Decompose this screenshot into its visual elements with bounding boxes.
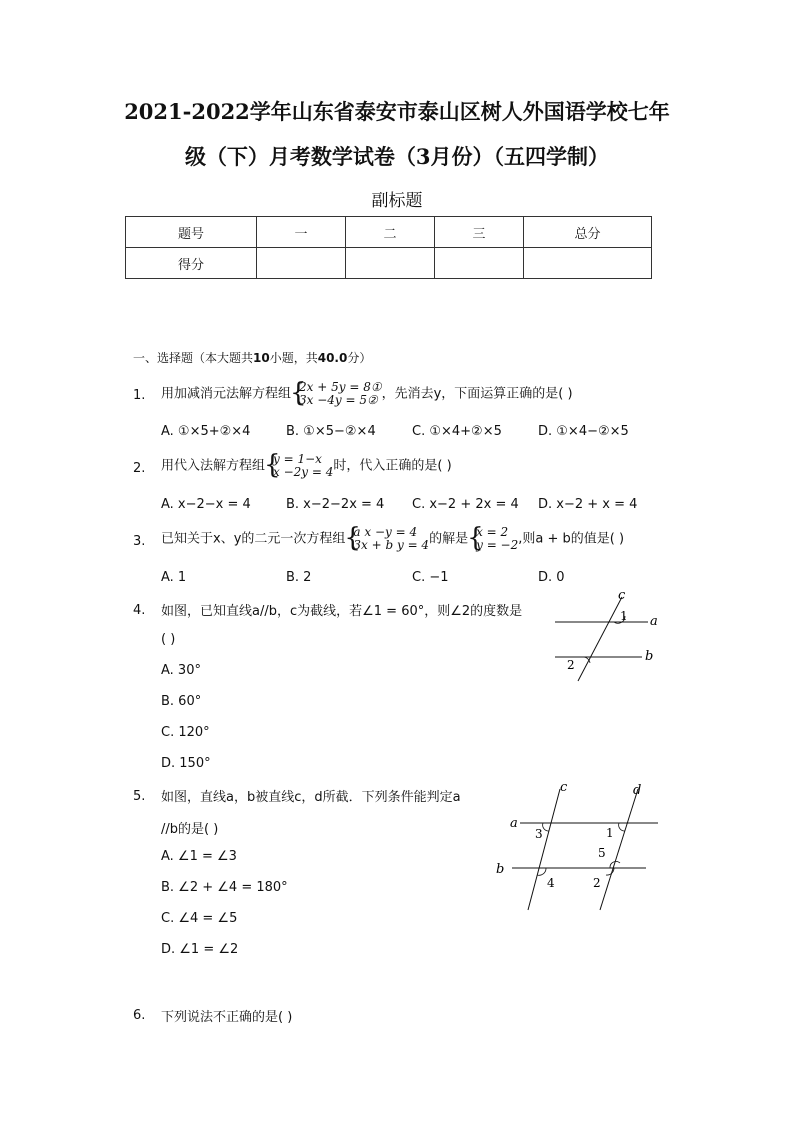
score-table [125,216,652,279]
line-c [528,789,560,910]
question-4-stem-cont: ( ) [161,632,176,647]
option-d[interactable]: D. 0 [538,570,565,585]
line-d [600,789,638,910]
score-cell: 二 [346,217,435,248]
question-number: 2. [133,461,146,476]
question-4-figure [550,585,670,690]
score-input-cell[interactable] [435,248,524,279]
question-number: 3. [133,534,146,549]
angle-arc [543,823,549,831]
angle-arc [583,657,590,663]
score-cell: 题号 [126,217,257,248]
label-3: 3 [535,827,543,841]
option-d[interactable]: D. ①×4−②×5 [538,424,629,439]
question-text: 时，代入正确的是( ) [333,458,452,474]
equation-system [291,381,382,407]
score-input-cell[interactable] [257,248,346,279]
score-table-header-row [126,217,652,248]
option-c[interactable]: C. ①×4+②×5 [412,424,502,439]
equation: { y = 1−x [273,452,322,466]
option-b[interactable]: B. ∠2 + ∠4 = 180° [161,880,288,895]
question-2-stem [161,453,452,479]
question-text: ,则a + b的值是( ) [518,531,625,547]
score-input-cell[interactable] [524,248,652,279]
option-c[interactable]: C. x−2 + 2x = 4 [412,497,519,512]
section-mid: 小题，共 [269,351,318,365]
option-d[interactable]: D. 150° [161,756,211,771]
question-number: 5. [133,789,146,804]
equation: { a x −y = 4 [353,525,418,539]
score-cell: 一 [257,217,346,248]
label-d: d [633,783,642,798]
label-c: c [618,588,626,603]
question-3-stem [161,526,624,552]
label-a: a [510,816,518,831]
question-text: ，先消去y，下面运算正确的是( ) [381,386,573,402]
line-c [578,597,622,681]
label-a: a [650,614,658,629]
exam-title-line2: 级（下）月考数学试卷（3月份）（五四学制） [184,144,610,169]
label-2: 2 [593,876,601,890]
section-prefix: 一、选择题（本大题共 [133,351,254,365]
question-number: 6. [133,1008,146,1023]
score-cell: 三 [435,217,524,248]
question-5-stem-cont: //b的是( ) [161,822,219,837]
equation: 3x −4y = 5② [299,393,378,407]
question-text: 用代入法解方程组 [161,458,266,474]
question-number: 4. [133,603,146,618]
equation: y = −2 [476,538,519,552]
section-points: 40.0 [317,351,348,365]
question-text: 已知关于x、y的二元一次方程组 [161,531,346,547]
section-count: 10 [253,351,270,365]
option-c[interactable]: C. 120° [161,725,210,740]
option-b[interactable]: B. x−2−2x = 4 [286,497,385,512]
equation: { x = 2 [476,525,509,539]
option-d[interactable]: D. x−2 + x = 4 [538,497,638,512]
label-1: 1 [606,826,614,840]
equation-system [265,453,333,479]
label-b: b [496,862,505,877]
exam-subtitle: 副标题 [371,191,423,211]
option-b[interactable]: B. 60° [161,694,202,709]
solution-system [468,526,518,552]
score-table-score-row [126,248,652,279]
label-5: 5 [598,846,606,860]
equation-system [345,526,429,552]
question-number: 1. [133,388,146,403]
option-a[interactable]: A. 30° [161,663,201,678]
section-heading [133,349,371,366]
question-text: 的解是 [429,531,469,547]
equation: x −2y = 4 [273,465,334,479]
equation: { 2x + 5y = 8① [299,380,382,394]
score-cell: 得分 [126,248,257,279]
question-6-stem: 下列说法不正确的是( ) [161,1010,293,1025]
label-2: 2 [567,658,575,672]
label-4: 4 [547,876,555,890]
equation: 3x + b y = 4 [353,538,430,552]
score-cell: 总分 [524,217,652,248]
option-b[interactable]: B. ①×5−②×4 [286,424,376,439]
label-b: b [645,649,654,664]
label-c: c [560,780,568,795]
option-c[interactable]: C. −1 [412,570,449,585]
question-4-stem: 如图，已知直线a//b，c为截线，若∠1 = 60°，则∠2的度数是 [161,604,523,619]
question-5-figure [490,775,665,915]
option-a[interactable]: A. x−2−x = 4 [161,497,251,512]
section-suffix: 分） [347,351,372,365]
label-1: 1 [620,609,628,623]
option-d[interactable]: D. ∠1 = ∠2 [161,942,239,957]
question-text: 用加减消元法解方程组 [161,386,292,402]
option-a[interactable]: A. ∠1 = ∠3 [161,849,237,864]
option-b[interactable]: B. 2 [286,570,312,585]
option-a[interactable]: A. 1 [161,570,187,585]
option-a[interactable]: A. ①×5+②×4 [161,424,251,439]
question-5-stem: 如图，直线a，b被直线c，d所截．下列条件能判定a [161,790,461,805]
exam-title-line1: 2021-2022学年山东省泰安市泰山区树人外国语学校七年 [124,99,670,124]
option-c[interactable]: C. ∠4 = ∠5 [161,911,238,926]
question-1-stem [161,381,573,407]
score-input-cell[interactable] [346,248,435,279]
angle-arc [619,823,625,831]
